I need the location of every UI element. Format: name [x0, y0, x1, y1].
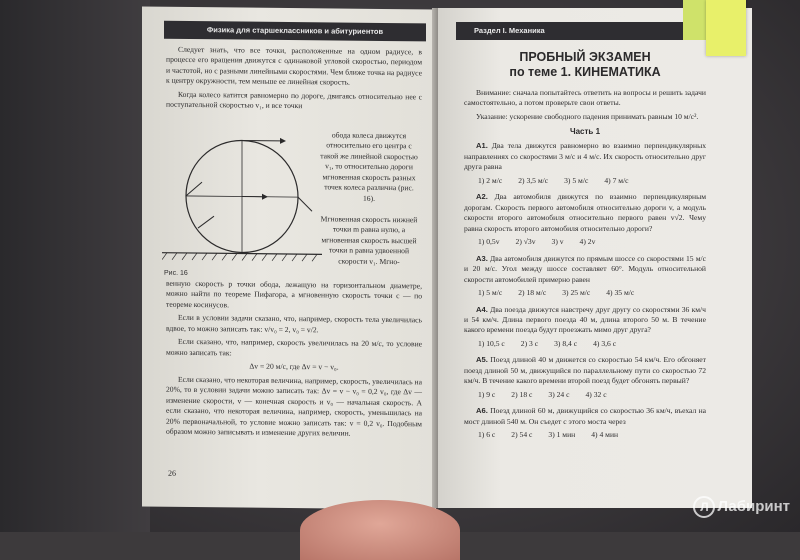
answer-option: 1) 5 м/с: [478, 288, 502, 298]
answer-options: [464, 237, 706, 247]
paragraph-pythagoras: венную скорость p точки обода, лежащую на горизонтальном диаметре, можно найти по теореме Пифагора, а мгновенную скорость точки c — по теореме косинусов.: [166, 279, 422, 313]
note-attention: Внимание: сначала попытайтесь ответить на вопросы и решить задачи самостоятельно, а потом проверьте свои ответы.: [464, 88, 706, 109]
answer-option: 1) 2 м/с: [478, 176, 502, 186]
exam-title-line-2: по теме 1. КИНЕМАТИКА: [464, 65, 706, 80]
question-a1: [464, 141, 706, 186]
question-text: Два тела движутся равномерно во взаимно перпендикулярных направлениях со скоростями 3 м/с и 4 м/с. Их скорость относительно друг друга равна: [464, 141, 706, 171]
answer-option: 3) 24 с: [548, 390, 569, 400]
question-id: A2.: [476, 192, 488, 201]
question-text: Два автомобиля движутся по взаимно перпендикулярным дорогам. Скорость первого автомобиля относительно дороги v, а модуль скорости второго автомобиля относительно первого равен v√2. Чему равна скорость второго автомобиля относительно дороги?: [464, 192, 706, 232]
paragraph-double: Если в условии задачи сказано, что, например, скорость тела увеличилась вдвое, то можно записать так: v/v₀ = 2, v₀ = v/2.: [166, 313, 422, 337]
answer-option: 3) 8,4 с: [554, 339, 577, 349]
part-heading: Часть 1: [464, 126, 706, 137]
answer-option: 2) 3,5 м/с: [518, 176, 548, 186]
paragraph-increase: Если сказано, что, например, скорость увеличилась на 20 м/с, то условие можно записать так:: [166, 337, 422, 361]
exam-title-line-1: ПРОБНЫЙ ЭКЗАМЕН: [464, 50, 706, 65]
answer-option: 2) 18 м/с: [518, 288, 546, 298]
page-number: 26: [168, 468, 176, 479]
figure-side-text-2: Мгновенная скорость нижней точки m равна нулю, а мгновенная скорость высшей точки n равна удвоенной скорости v₁. Мгно-: [320, 214, 418, 267]
finger: [300, 500, 460, 560]
answer-options: [464, 176, 706, 186]
answer-option: 3) 1 мин: [548, 430, 575, 440]
right-page-content: [464, 44, 706, 447]
answer-option: 4) 2v: [580, 237, 596, 247]
wheel-diagram: [162, 132, 322, 269]
question-id: A1.: [476, 141, 488, 150]
paragraph-percent: Если сказано, что некоторая величина, например, скорость, увеличилась на 20%, то в условии задачи можно записать так: Δv = v − v₀ = 0,2 v₀, где Δv — изменение скорости, v — конечная скорость и v₀ — начальная скорость. А если сказано, что некоторая величина, например, скорость, уменьшилась на 20% первоначальной, то условие можно записать так: v = 0,2 v₀. Подобным образом можно записывать и изменение других величин.: [166, 374, 422, 439]
watermark-icon: Л: [693, 496, 715, 518]
question-id: A5.: [476, 355, 488, 364]
question-a6: [464, 406, 706, 440]
question-a2: [464, 192, 706, 247]
answer-option: 4) 4 мин: [591, 430, 618, 440]
answer-option: 2) 18 с: [511, 390, 532, 400]
question-a3: [464, 254, 706, 299]
question-id: A3.: [476, 254, 488, 263]
watermark-logo: [693, 496, 790, 518]
answer-options: [464, 430, 706, 440]
question-text: Поезд длиной 60 м, движущийся со скоростью 36 км/ч, въехал на мост длиной 540 м. Он съедет с этого моста через: [464, 406, 706, 425]
answer-option: 1) 6 с: [478, 430, 495, 440]
answer-option: 3) 5 м/с: [564, 176, 588, 186]
figure-side-text-1: обода колеса движутся относительно его центра с такой же линейной скоростью v₁, то относительно дороги мгновенная скорость разных точек колеса различна (рис. 16).: [320, 130, 418, 204]
figure-caption: Рис. 16: [164, 269, 188, 279]
note-instruction: Указание: ускорение свободного падения принимать равным 10 м/с².: [464, 112, 706, 122]
left-page-content: [166, 45, 422, 116]
right-page-header: Раздел I. Механика: [456, 22, 714, 40]
answer-option: 2) 3 с: [521, 339, 538, 349]
question-text: Поезд длиной 40 м движется со скоростью 54 км/ч. Его обгоняет поезд длиной 50 м, движущийся по параллельному пути со скоростью 72 км/ч. В течение какого времени второй поезд будет обгонять первый?: [464, 355, 706, 385]
answer-option: 2) 54 с: [511, 430, 532, 440]
question-id: A6.: [476, 406, 488, 415]
question-text: Два автомобиля движутся по прямым шоссе со скоростями 15 м/с и 20 м/с. Угол между шоссе составляет 60°. Модуль относительной скорости автомобилей примерно равен: [464, 254, 706, 284]
answer-option: 4) 3,6 с: [593, 339, 616, 349]
open-book: [142, 8, 752, 508]
bookmark-sticky-note: [706, 0, 746, 56]
left-page-lower: [166, 279, 422, 443]
answer-option: 4) 7 м/с: [604, 176, 628, 186]
answer-options: [464, 390, 706, 400]
answer-options: [464, 288, 706, 298]
watermark-text: Лабиринт: [717, 498, 790, 515]
question-text: Два поезда движутся навстречу друг другу со скоростями 36 км/ч и 54 км/ч. Длина первого поезда 40 м, длина второго 50 м. В течение какого времени поезда будут проезжать мимо друг друга?: [464, 305, 706, 335]
answer-option: 1) 0,5v: [478, 237, 500, 247]
answer-options: [464, 339, 706, 349]
question-a5: [464, 355, 706, 400]
formula-delta: Δv = 20 м/с, где Δv = v − v₀.: [166, 361, 422, 374]
answer-option: 2) √3v: [516, 237, 536, 247]
answer-option: 1) 10,5 с: [478, 339, 505, 349]
answer-option: 4) 32 с: [585, 390, 606, 400]
left-page: [142, 6, 436, 509]
right-page: [438, 8, 752, 508]
background-edge: [0, 0, 150, 532]
answer-option: 3) 25 м/с: [562, 288, 590, 298]
paragraph-rotation: Следует знать, что все точки, расположенные на одном радиусе, в процессе его вращения движутся с одинаковой угловой скоростью, периодом и частотой, но с разными линейными скоростями. Чем ближе точка на радиусе к центру окружности, тем меньше ее линейная скорость.: [166, 45, 422, 90]
question-a4: [464, 305, 706, 350]
answer-option: 4) 35 м/с: [606, 288, 634, 298]
exam-title: [464, 50, 706, 80]
question-id: A4.: [476, 305, 488, 314]
answer-option: 1) 9 с: [478, 390, 495, 400]
answer-option: 3) v: [552, 237, 564, 247]
left-page-header: Физика для старшеклассников и абитуриентов: [164, 21, 426, 42]
paragraph-rolling: Когда колесо катится равномерно по дороге, двигаясь относительно нее с поступательной скоростью v₁, и все точки: [166, 90, 422, 114]
